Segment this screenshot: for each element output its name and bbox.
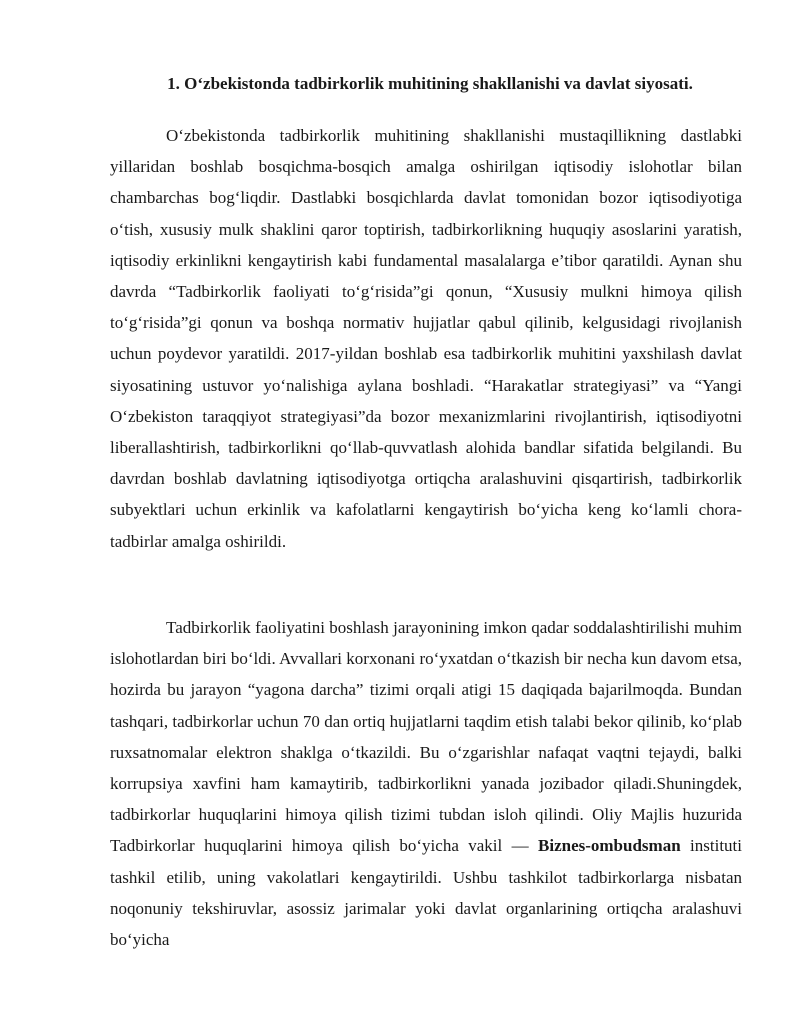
paragraph-2 [110, 612, 742, 955]
paragraph-1: O‘zbekistonda tadbirkorlik muhitining shakllanishi mustaqillikning dastlabki yillaridan boshlab bosqichma-bosqich amalga oshirilgan iqtisodiy islohotlar bilan chambarchas bog‘liqdir. Dastlabki bosqichlarda davlat tomonidan bozor iqtisodiyotiga o‘tish, xususiy mulk shaklini qaror toptirish, tadbirkorlikning huquqiy asoslarini yaratish, iqtisodiy erkinlikni kengaytirish kabi fundamental masalalarga e’tibor qaratildi. Aynan shu davrda “Tadbirkorlik faoliyati to‘g‘risida”gi qonun, “Xususiy mulkni himoya qilish to‘g‘risida”gi qonun va boshqa normativ hujjatlar qabul qilinib, kelgusidagi rivojlanish uchun poydevor yaratildi. 2017-yildan boshlab esa tadbirkorlik muhitini yaxshilash davlat siyosatining ustuvor yo‘nalishiga aylana boshladi. “Harakatlar strategiyasi” va “Yangi O‘zbekiston taraqqiyot strategiyasi”da bozor mexanizmlarini rivojlantirish, iqtisodiyotni liberallashtirish, tadbirkorlikni qo‘llab-quvvatlash alohida bandlar sifatida belgilandi. Bu davrdan boshlab davlatning iqtisodiyotga ortiqcha aralashuvini qisqartirish, tadbirkorlik subyektlari uchun erkinlik va kafolatlarni kengaytirish bo‘yicha keng ko‘lamli chora-tadbirlar amalga oshirildi. [110, 126, 742, 551]
paragraph-2-text-end: instituti tashkil etilib, uning vakolatlari kengaytirildi. Ushbu tashkilot tadbirkorlarga nisbatan noqonuniy tekshiruvlar, asossiz jarimalar yoki davlat organlarining ortiqcha aralashuvi bo‘yicha [110, 836, 742, 950]
biznes-ombudsman-term: Biznes-ombudsman [538, 836, 681, 856]
paragraph-2-text-start: Tadbirkorlik faoliyatini boshlash jarayonining imkon qadar soddalashtirilishi muhim islohotlardan biri bo‘ldi. Avvallari korxonani ro‘yxatdan o‘tkazish bir necha kun davom etsa, hozirda bu jarayon “yagona darcha” tizimi orqali atigi 15 daqiqada bajarilmoqda. Bundan tashqari, tadbirkorlar uchun 70 dan ortiq hujjatlarni taqdim etish talabi bekor qilinib, ko‘plab ruxsatnomalar elektron shaklga o‘tkazildi. Bu o‘zgarishlar nafaqat vaqtni tejaydi, balki korrupsiya xavfini ham kamaytirib, tadbirkorlikni yanada jozibador qiladi.Shuningdek, tadbirkorlar huquqlarini himoya qilish tizimi tubdan isloh qilindi. Oliy Majlis huzurida Tadbirkorlar huquqlarini himoya qilish bo‘yicha vakil — [110, 618, 742, 856]
section-heading: 1. O‘zbekistonda tadbirkorlik muhitining shakllanishi va davlat siyosati. [167, 74, 693, 93]
